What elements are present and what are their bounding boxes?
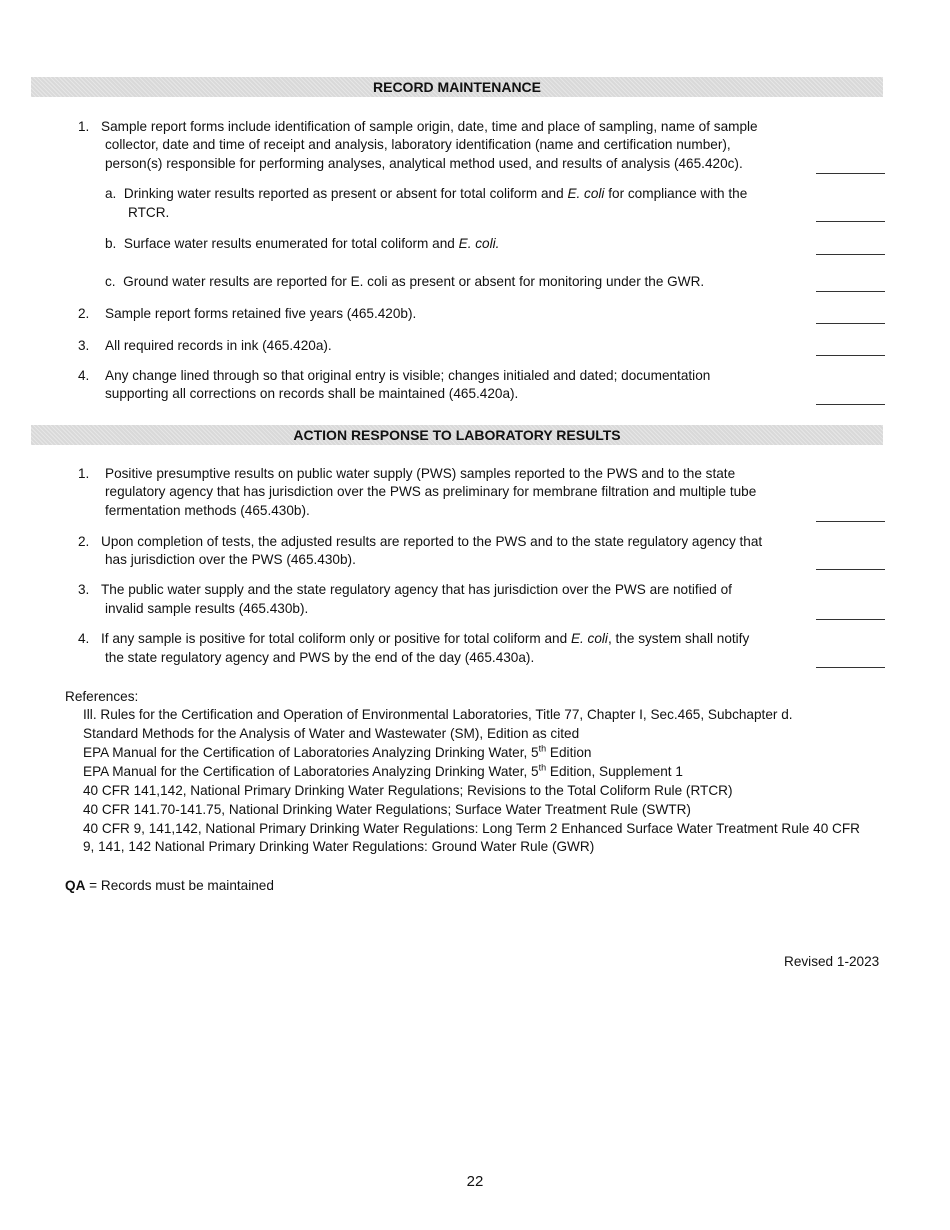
ar-item-1-num: 1. (78, 466, 90, 481)
rm-item-2-signoff-line[interactable] (816, 323, 885, 324)
rm-item-4-signoff-line[interactable] (816, 404, 885, 405)
rm-item-2-num: 2. (78, 306, 90, 321)
reference-item: 40 CFR 9, 141,142, National Primary Drinking Water Regulations: Long Term 2 Enhanced Surface Water Treatment Rule 40 CFR (83, 821, 860, 836)
rm-item-a: a. Drinking water results reported as present or absent for total coliform and E. coli for compliance with the (105, 186, 748, 201)
page-number: 22 (466, 1173, 484, 1190)
rm-item-a-signoff-line[interactable] (816, 221, 885, 222)
ar-item-4-num: 4. (78, 631, 90, 646)
ar-item-2-line-2: has jurisdiction over the PWS (465.430b). (105, 552, 356, 567)
reference-item: 9, 141, 142 National Primary Drinking Water Regulations: Ground Water Rule (GWR) (83, 839, 595, 854)
rm-item-1-signoff-line[interactable] (816, 173, 885, 174)
revised-date: Revised 1-2023 (784, 954, 880, 969)
rm-item-b-signoff-line[interactable] (816, 254, 885, 255)
ar-item-3-signoff-line[interactable] (816, 619, 885, 620)
rm-item-3-text: All required records in ink (465.420a). (105, 338, 332, 353)
ar-item-1-line-3: fermentation methods (465.430b). (105, 503, 310, 518)
rm-item-a-line-2: RTCR. (128, 205, 170, 220)
section-heading-record-maintenance: RECORD MAINTENANCE (31, 77, 883, 97)
ar-item-2-signoff-line[interactable] (816, 569, 885, 570)
rm-item-c: c. Ground water results are reported for E. coli as present or absent for monitoring under the GWR. (105, 274, 705, 289)
ar-item-1-line-1: Positive presumptive results on public water supply (PWS) samples reported to the PWS and to the state (105, 466, 736, 481)
rm-item-1-line-1: Sample report forms include identification of sample origin, date, time and place of sampling, name of sample (101, 119, 758, 134)
rm-item-3-num: 3. (78, 338, 90, 353)
reference-item: EPA Manual for the Certification of Laboratories Analyzing Drinking Water, 5th Edition (83, 743, 592, 760)
rm-item-4-line-2: supporting all corrections on records shall be maintained (465.420a). (105, 386, 519, 401)
reference-item: Standard Methods for the Analysis of Water and Wastewater (SM), Edition as cited (83, 726, 580, 741)
ar-item-4-line-2: the state regulatory agency and PWS by the end of the day (465.430a). (105, 650, 535, 665)
qa-note: QA = Records must be maintained (65, 878, 274, 893)
reference-item: Ill. Rules for the Certification and Operation of Environmental Laboratories, Title 77, Chapter I, Sec.465, Subchapter d. (83, 707, 793, 722)
rm-item-3-signoff-line[interactable] (816, 355, 885, 356)
section-heading-action-response: ACTION RESPONSE TO LABORATORY RESULTS (31, 425, 883, 445)
rm-item-1-line-2: collector, date and time of receipt and analysis, laboratory identification (name and certification number), (105, 137, 731, 152)
rm-item-b: b. Surface water results enumerated for total coliform and E. coli. (105, 236, 500, 251)
ar-item-3-line-1: The public water supply and the state regulatory agency that has jurisdiction over the PWS are notified of (101, 582, 732, 597)
rm-item-4-line-1: Any change lined through so that original entry is visible; changes initialed and dated; documentation (105, 368, 711, 383)
rm-item-2-text: Sample report forms retained five years (465.420b). (105, 306, 417, 321)
ar-item-1-signoff-line[interactable] (816, 521, 885, 522)
references-label: References: (65, 689, 139, 704)
rm-item-4-num: 4. (78, 368, 90, 383)
rm-item-1-line-3: person(s) responsible for performing analyses, analytical method used, and results of analysis (465.420c). (105, 156, 743, 171)
ar-item-4-line-1: If any sample is positive for total coliform only or positive for total coliform and E. coli, the system shall notify (101, 631, 750, 646)
reference-item: 40 CFR 141,142, National Primary Drinking Water Regulations; Revisions to the Total Coliform Rule (RTCR) (83, 783, 733, 798)
ar-item-2-num: 2. (78, 534, 90, 549)
ar-item-1-line-2: regulatory agency that has jurisdiction over the PWS as preliminary for membrane filtration and multiple tube (105, 484, 757, 499)
ar-item-3-num: 3. (78, 582, 90, 597)
reference-item: EPA Manual for the Certification of Laboratories Analyzing Drinking Water, 5th Edition, Supplement 1 (83, 762, 683, 779)
ar-item-3-line-2: invalid sample results (465.430b). (105, 601, 309, 616)
rm-item-1-num: 1. (78, 119, 90, 134)
ar-item-2-line-1: Upon completion of tests, the adjusted results are reported to the PWS and to the state regulatory agency that (101, 534, 763, 549)
reference-item: 40 CFR 141.70-141.75, National Drinking Water Regulations; Surface Water Treatment Rule (SWTR) (83, 802, 691, 817)
rm-item-c-signoff-line[interactable] (816, 291, 885, 292)
ar-item-4-signoff-line[interactable] (816, 667, 885, 668)
